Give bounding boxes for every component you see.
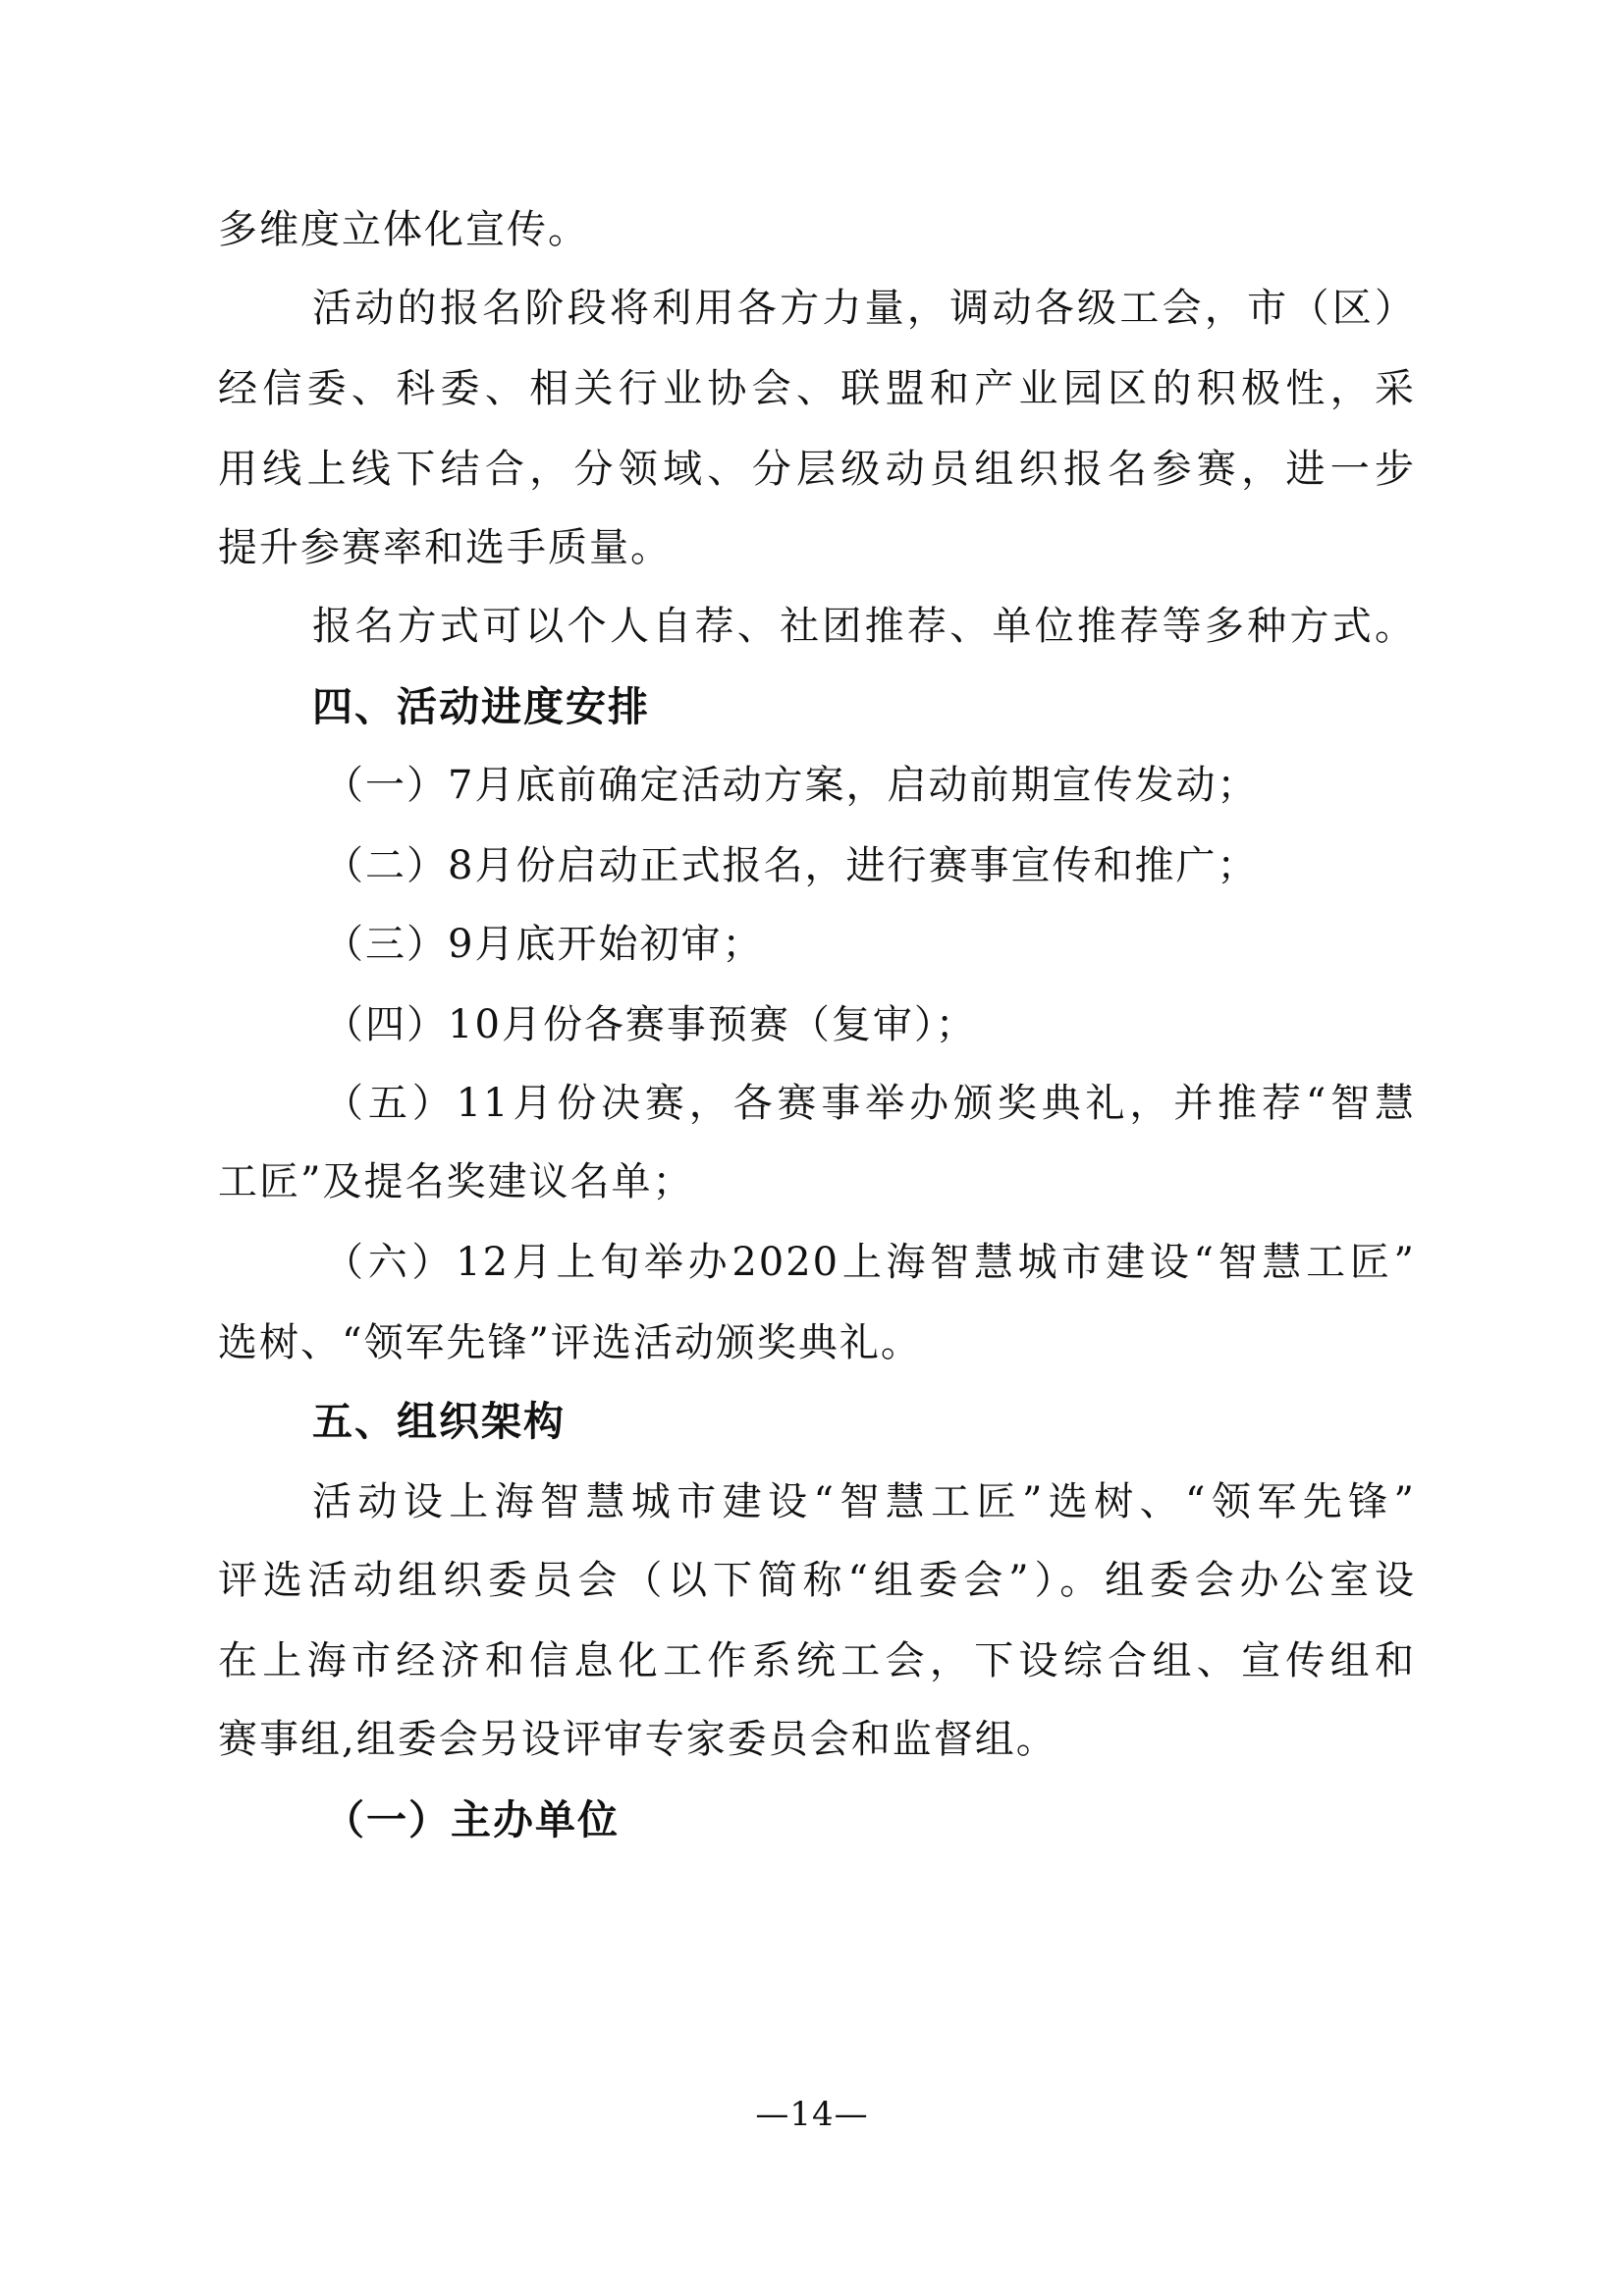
paragraph-line-3: 经信委、科委、相关行业协会、联盟和产业园区的积极性，采 [218, 366, 1416, 411]
schedule-item-4: （四）10月份各赛事预赛（复审）； [324, 1002, 977, 1047]
paragraph-line-2: 活动的报名阶段将利用各方力量，调动各级工会，市（区） [312, 286, 1416, 331]
paragraph-line-5: 提升参赛率和选手质量。 [218, 525, 672, 570]
section-heading-5: 五、组织架构 [312, 1398, 566, 1445]
paragraph-line-10: 赛事组,组委会另设评审专家委员会和监督组。 [218, 1717, 1057, 1762]
schedule-item-6-cont: 选树、“领军先锋”评选活动颁奖典礼。 [218, 1320, 922, 1365]
schedule-item-3: （三）9月底开始初审； [324, 922, 764, 967]
subsection-heading-1: （一）主办单位 [324, 1796, 620, 1843]
schedule-item-6: （六）12月上旬举办2020上海智慧城市建设“智慧工匠” [324, 1240, 1416, 1285]
section-heading-4: 四、活动进度安排 [312, 683, 650, 730]
schedule-item-2: （二）8月份启动正式报名，进行赛事宣传和推广； [324, 843, 1259, 888]
paragraph-line-6: 报名方式可以个人自荐、社团推荐、单位推荐等多种方式。 [312, 604, 1416, 649]
schedule-item-5-cont: 工匠”及提名奖建议名单； [218, 1159, 694, 1204]
paragraph-line-7: 活动设上海智慧城市建设“智慧工匠”选树、“领军先锋” [312, 1479, 1416, 1524]
paragraph-line-4: 用线上线下结合，分领域、分层级动员组织报名参赛，进一步 [218, 447, 1416, 492]
paragraph-line-9: 在上海市经济和信息化工作系统工会，下设综合组、宣传组和 [218, 1638, 1416, 1683]
schedule-item-1: （一）7月底前确定活动方案，启动前期宣传发动； [324, 763, 1259, 808]
page-number: —14— [755, 2095, 869, 2134]
paragraph-line-8: 评选活动组织委员会（以下简称“组委会”）。组委会办公室设 [218, 1558, 1416, 1603]
schedule-item-5: （五）11月份决赛，各赛事举办颁奖典礼，并推荐“智慧 [324, 1081, 1416, 1126]
paragraph-line-1: 多维度立体化宣传。 [218, 207, 589, 252]
